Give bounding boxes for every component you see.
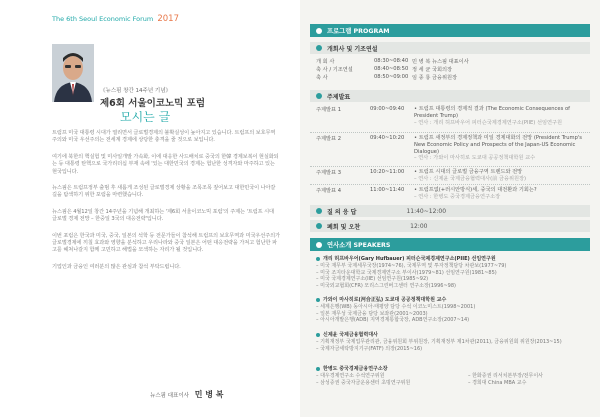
topic-row [316,135,586,162]
topic-title: • 트럼프 대통령의 경제적 결과 (The Economic Consequences of President Trump) [414,106,570,119]
topic-label: 주제발표 3 [316,170,341,176]
lunch-heading-label: 폐회 및 오찬 [327,223,361,231]
speaker-columns [316,373,588,387]
speaker-line: – 기획재정부 국제업무관리관, 금융위원회 부위원장, 기획재정부 제1차관(2011), 금융위원회 위원장(2013~15) [316,338,562,345]
program-heading [310,24,590,37]
signature [150,389,223,400]
speaker-line: – 삼성증권 중국자금운용센터 초빙연구위원 [316,379,411,386]
letter-paragraph: 트럼프 미국 대통령 시대가 열리면서 글로벌경제의 불확실성이 높아지고 있습니다. 트럼프의 보호무역주의와 미국 우선주의는 전세계 경제에 상당한 충격을 줄 것으로 보입니다. [52,130,276,144]
letter-paragraph: 기업인과 금융인 여러분의 많은 관심과 참석 부탁드립니다. [52,263,181,270]
row-speaker: 임 종 룡 금융위원장 [412,75,458,81]
speaker-line: – 일본 재무성 국제금융 담당 보좌관(2001~2003) [316,310,428,317]
row-time: 08:30~08:40 [374,58,409,64]
topic-detail [414,187,586,201]
topic-row [316,169,586,183]
bullet-icon [316,223,322,229]
topic-label: 주제발표 4 [316,188,341,194]
topic-label: 주제발표 1 [316,107,341,113]
topic-detail [414,169,586,183]
bullet-icon [316,93,322,99]
speaker-name [316,297,588,304]
opening-row [316,74,457,82]
topic-speaker: – 연사 : 개리 허프바우어 피터슨국제경제연구소(PIIE) 선임연구원 [414,119,563,126]
letter-paragraph: 이번 포럼은 한국과 미국, 중국, 일본의 석학 등 전문가들이 참석해 트럼프의 보호무역과 미국우선주의가 글로벌경제에 끼칠 효과와 영향을 분석하고 우리나라와 중국 일본은 어떤 대응전략을 가져고 험난한 파고를 헤쳐나갈지 함께 고민하고 해법을 모색하는 자리가 될 것입니다. [52,232,280,254]
topic-time: 11:00~11:40 [370,187,405,193]
speakers-heading-label: 연사소개 SPEAKERS [327,242,391,249]
speaker-name-text: 개리 허프바우어(Gary Hufbauer) 피터슨국제경제연구소(PIIE) 선임연구원 [323,256,496,262]
speaker-name-text: 신제윤 국제금융협력대사 [323,332,378,338]
speaker-right-column [468,373,543,387]
row-label: 축 사 / 기조연설 [316,67,353,73]
greeting-heading: 모시는 글 [120,110,171,124]
speakers-heading [310,238,590,251]
topic-time: 09:40~10:20 [370,135,405,141]
opening-row [316,66,452,74]
bullet-icon [316,333,320,337]
signature-name: 민 병 복 [194,390,224,399]
bullet-icon [316,45,322,51]
topics-heading-label: 주제발표 [327,93,351,101]
row-time: 08:40~08:50 [374,66,409,72]
lunch-heading [310,220,590,232]
speaker-name-text: 한병도 중국경제금융연구소장 [323,366,388,372]
opening-heading-label: 개회사 및 기조연설 [327,45,378,53]
speaker-bio [316,297,588,324]
speaker-name [316,366,588,373]
topic-time: 10:20~11:00 [370,169,405,175]
speaker-name [316,332,588,339]
speaker-line: – 미국 재무부 국제세무국장(1974~76), 국제무역 및 투자정책담당 차관보(1977~79) [316,262,507,269]
topic-title: • 트럼프 시대의 글로벌 금융구역 트렌드와 전망 [414,169,523,175]
speaker-line: – 대우경제연구소 수석연구위원 [316,372,385,379]
speaker-bio [316,332,588,352]
opening-heading [310,42,590,54]
speaker-name [316,256,588,263]
qa-time: 11:40~12:00 [406,207,447,215]
speaker-line: – 미국 조지타운대학교 국제경제연구소 부이사(1979~81) 선임연구원(1981~85) [316,269,497,276]
forum-year: 2017 [157,14,179,24]
program-heading-label: 프로그램 PROGRAM [327,28,390,35]
row-label: 축 사 [316,75,328,81]
speaker-line: – 한화증권 리서치본부장/전무이사 [468,372,543,379]
speaker-line: – 국제자금세탁방지기구(FATF) 의장(2015~16) [316,345,423,352]
topic-speaker: – 연사 : 가와이 마사히로 도쿄대 공공정책대학원 교수 [414,155,536,162]
bullet-icon [316,28,322,34]
forum-header [52,14,179,24]
topic-detail [414,135,586,162]
page-title: 제6회 서울이코노믹 포럼 [100,98,205,109]
signature-org: 뉴스핌 대표이사 [150,393,189,399]
lunch-time: 12:00 [410,222,428,230]
speaker-line: – 경희대 China MBA 교수 [468,379,527,386]
topic-title: • 트럼프 새정부의 경제정책과 미일 경제대화의 전망 (President Trump's New Economic Policy and Prospects of the Japan-US Economic Dialogue) [414,135,583,155]
qa-heading [310,205,590,217]
topics-heading [310,90,590,102]
anniversary-subtitle: 《뉴스핌 창간 14주년 기념》 [100,88,172,94]
divider [310,132,590,133]
row-time: 08:50~09:00 [374,74,409,80]
topic-time: 09:00~09:40 [370,106,405,112]
topic-row [316,187,586,201]
speaker-name-text: 가와이 마사히로(河合正弘) 도쿄대 공공정책대학원 교수 [323,297,447,303]
bullet-icon [316,367,320,371]
portrait-image [52,44,94,102]
right-page [300,0,600,417]
topic-speaker: – 연사 : 신제윤 국제금융협력대사(前 금융위원장) [414,175,527,182]
speaker-left-column [316,373,468,387]
ceo-photo [52,44,94,102]
topic-speaker: – 연사 : 한병도 중국경제금융연구소장 [414,193,501,200]
divider [310,184,590,185]
opening-row [316,58,469,66]
bullet-icon [316,298,320,302]
bullet-icon [316,242,322,248]
qa-heading-label: 질 의 응 답 [327,208,357,216]
row-speaker: 민 병 복 뉴스핌 대표이사 [412,59,469,65]
topic-row [316,106,586,126]
speaker-bio [316,256,588,290]
forum-name: The 6th Seoul Economic Forum [52,15,154,23]
speaker-line: – 세계은행(WB) 동아시아·태평양 담당 수석 이코노미스트(1998~2001) [316,303,476,310]
letter-paragraph: 뉴스핌은 트럼프정부 출범 후 새롭게 조성된 글로벌경제 상황을 조목조목 짚어보고 대한민국이 나아갈 길을 탐색하기 위한 포럼을 마련했습니다. [52,185,276,199]
speaker-bio [316,366,588,386]
topic-detail [414,106,586,126]
speaker-line: – 미국외교협회(CFR) 모리스그린버그센터 연구소장(1996~98) [316,283,456,290]
bullet-icon [316,257,320,261]
letter-paragraph: 뉴스핌은 4월12일 창간 14주년을 기념해 개최하는 '제6회 서울이코노믹 포럼'의 주제는 '트럼프 시대 글로벌 경제 전망 – 한중일 3국의 대응전략'입니다. [52,208,274,223]
letter-paragraph: 여기에 북한의 핵실험 및 미사일개발 가속화, 이에 대응한 사드배치로 중국의 한韓 경제보복이 현실화되는 등 대통령 탄핵으로 국가리더십 부재 속에 '있는 대한민국의 경제는 험난한 성격자와 마주하고 있는 현국입니다. [52,153,279,175]
row-speaker: 정 세 균 국회의장 [412,67,453,73]
topic-label: 주제발표 2 [316,136,341,142]
topic-title: • 트럼프없(+러시안방식)세, 중국의 대전환과 기회는? [414,187,537,193]
row-label: 개 회 사 [316,59,335,65]
invitation-letter [52,130,280,280]
speaker-line: – 아시아개발은행(ADB) 지역경제통합국장, ADB연구소장(2007~14) [316,317,470,324]
speaker-line: – 미국 국제경제연구소(IIE) 선임연구원(1985~92) [316,276,429,283]
divider [310,166,590,167]
bullet-icon [316,208,322,214]
